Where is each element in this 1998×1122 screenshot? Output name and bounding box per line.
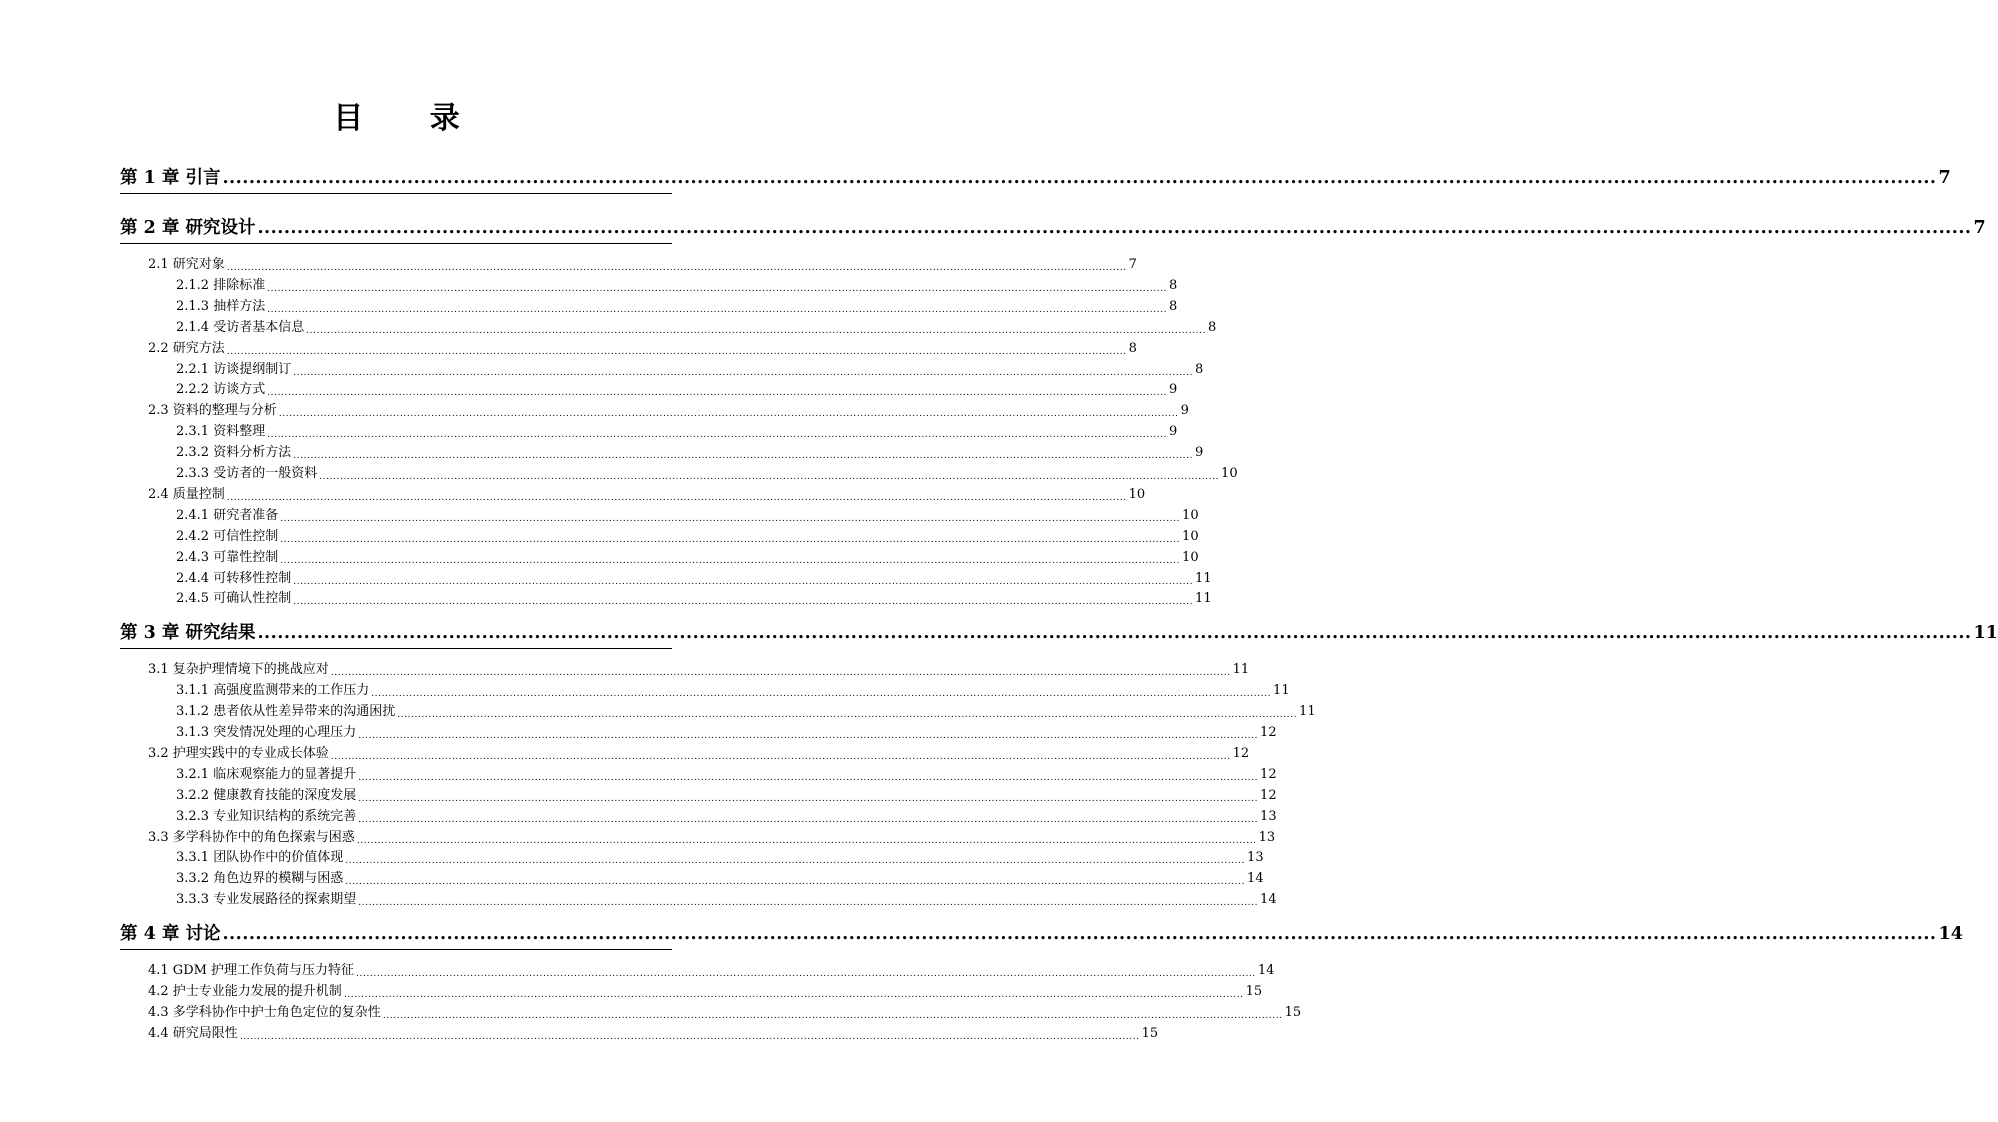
toc-entry[interactable] bbox=[176, 380, 1178, 400]
toc-entry-page: 9 bbox=[1169, 424, 1178, 440]
toc-entry[interactable] bbox=[176, 506, 1199, 526]
toc-entry-page: 11 bbox=[1973, 623, 1998, 644]
toc-entry[interactable] bbox=[176, 443, 1204, 463]
toc-entry-title: 4.1 GDM 护理工作负荷与压力特征 bbox=[148, 963, 355, 979]
toc-entry-title: 第 4 章 讨论 bbox=[120, 924, 221, 945]
toc-entry-title: 2.2.2 访谈方式 bbox=[176, 382, 266, 398]
toc-entry-title: 3.1.2 患者依从性差异带来的沟通困扰 bbox=[176, 704, 396, 720]
toc-entry-title: 3.2 护理实践中的专业成长体验 bbox=[148, 745, 329, 761]
toc-entry[interactable] bbox=[148, 828, 1276, 848]
toc-entry-page: 9 bbox=[1169, 382, 1178, 398]
toc-entry[interactable] bbox=[148, 485, 1146, 505]
dot-leader: .................................................................................................................................................................................................................................................................... bbox=[226, 492, 1127, 503]
toc-entry[interactable] bbox=[176, 276, 1178, 296]
toc-entry-page: 9 bbox=[1180, 403, 1189, 419]
toc-entry-page: 7 bbox=[1128, 257, 1137, 272]
toc-entry[interactable] bbox=[176, 723, 1277, 743]
toc-entry[interactable] bbox=[176, 702, 1316, 722]
toc-entry-title: 3.1.3 突发情况处理的心理压力 bbox=[176, 725, 357, 740]
toc-entry-title: 第 2 章 研究设计 bbox=[120, 218, 256, 238]
toc-entry[interactable] bbox=[176, 848, 1264, 868]
toc-entry-title: 3.3.1 团队协作中的价值体现 bbox=[176, 850, 344, 866]
toc-entry-page: 11 bbox=[1195, 570, 1212, 586]
toc-entry-title: 2.4.3 可靠性控制 bbox=[176, 549, 279, 565]
dot-leader: .................................................................................................................................................................................................................................................................... bbox=[397, 710, 1298, 721]
toc-entry[interactable] bbox=[148, 961, 1275, 981]
dot-leader: .................................................................................................................................................................................................................................................................... bbox=[257, 218, 1972, 238]
toc-chapter[interactable] bbox=[120, 215, 1986, 241]
dot-leader: .................................................................................................................................................................................................................................................................... bbox=[356, 835, 1257, 846]
toc-entry-title: 2.4.2 可信性控制 bbox=[176, 528, 279, 544]
toc-entry-title: 4.4 研究局限性 bbox=[148, 1025, 238, 1041]
toc-entry[interactable] bbox=[176, 869, 1264, 889]
dot-leader: .................................................................................................................................................................................................................................................................... bbox=[278, 409, 1179, 420]
toc-chapter[interactable] bbox=[120, 620, 1998, 646]
toc-entry-page: 8 bbox=[1195, 361, 1204, 377]
toc-entry[interactable] bbox=[176, 297, 1178, 317]
dot-leader: .................................................................................................................................................................................................................................................................... bbox=[293, 597, 1194, 608]
dot-leader: .................................................................................................................................................................................................................................................................... bbox=[226, 346, 1127, 357]
dot-leader: .................................................................................................................................................................................................................................................................... bbox=[356, 969, 1256, 980]
toc-entry-page: 12 bbox=[1232, 745, 1250, 761]
toc-entry-page: 11 bbox=[1195, 591, 1212, 607]
toc-entry-page: 11 bbox=[1273, 683, 1290, 699]
toc-chapter[interactable] bbox=[120, 165, 1951, 191]
dot-leader: .................................................................................................................................................................................................................................................................... bbox=[280, 513, 1181, 524]
toc-entry[interactable] bbox=[148, 660, 1250, 680]
toc-entry-title: 2.4.1 研究者准备 bbox=[176, 507, 279, 523]
toc-entry-page: 13 bbox=[1258, 829, 1276, 845]
dot-leader: .................................................................................................................................................................................................................................................................... bbox=[267, 283, 1168, 294]
toc-entry[interactable] bbox=[148, 1024, 1159, 1044]
toc-entry-title: 3.2.3 专业知识结构的系统完善 bbox=[176, 808, 357, 824]
toc-entry-title: 2.3 资料的整理与分析 bbox=[148, 403, 277, 419]
toc-entry-title: 2.3.1 资料整理 bbox=[176, 424, 266, 440]
dot-leader: .................................................................................................................................................................................................................................................................... bbox=[343, 990, 1244, 1000]
toc-entry-title: 2.2.1 访谈提纲制订 bbox=[176, 361, 292, 377]
toc-entry-title: 2.1.2 排除标准 bbox=[176, 277, 266, 293]
dot-leader: .................................................................................................................................................................................................................................................................... bbox=[267, 388, 1168, 399]
dot-leader: .................................................................................................................................................................................................................................................................... bbox=[280, 534, 1181, 545]
toc-entry-title: 2.1 研究对象 bbox=[148, 257, 225, 272]
dot-leader: .................................................................................................................................................................................................................................................................... bbox=[358, 793, 1259, 804]
toc-entry[interactable] bbox=[148, 401, 1189, 421]
toc-entry-title: 第 3 章 研究结果 bbox=[120, 623, 256, 644]
toc-entry[interactable] bbox=[176, 527, 1199, 547]
toc-entry-page: 8 bbox=[1208, 319, 1217, 335]
dot-leader: .................................................................................................................................................................................................................................................................... bbox=[239, 1031, 1140, 1042]
toc-entry-page: 10 bbox=[1182, 507, 1199, 523]
chapter-rule bbox=[120, 648, 672, 649]
toc-entry[interactable] bbox=[148, 982, 1263, 1002]
toc-entry[interactable] bbox=[176, 807, 1277, 827]
dot-leader: .................................................................................................................................................................................................................................................................... bbox=[345, 877, 1246, 888]
toc-entry[interactable] bbox=[176, 890, 1277, 910]
dot-leader: .................................................................................................................................................................................................................................................................... bbox=[293, 451, 1194, 462]
dot-leader: .................................................................................................................................................................................................................................................................... bbox=[267, 304, 1168, 315]
toc-entry[interactable] bbox=[176, 569, 1212, 589]
dot-leader: .................................................................................................................................................................................................................................................................... bbox=[358, 772, 1259, 783]
toc-entry-page: 10 bbox=[1221, 466, 1238, 481]
dot-leader: .................................................................................................................................................................................................................................................................... bbox=[293, 367, 1194, 378]
toc-entry-page: 14 bbox=[1260, 892, 1277, 908]
toc-entry-page: 9 bbox=[1195, 445, 1204, 461]
dot-leader: .................................................................................................................................................................................................................................................................... bbox=[257, 623, 1972, 644]
toc-entry-page: 12 bbox=[1260, 766, 1277, 782]
toc-entry-page: 12 bbox=[1260, 787, 1277, 803]
toc-entry[interactable] bbox=[176, 786, 1277, 806]
toc-entry-title: 2.3.3 受访者的一般资料 bbox=[176, 466, 318, 481]
toc-entry-title: 3.2.1 临床观察能力的显著提升 bbox=[176, 766, 357, 782]
toc-entry-page: 14 bbox=[1247, 871, 1264, 887]
toc-entry-title: 3.3.2 角色边界的模糊与困惑 bbox=[176, 871, 344, 887]
dot-leader: .................................................................................................................................................................................................................................................................... bbox=[280, 555, 1181, 566]
toc-entry-title: 4.2 护士专业能力发展的提升机制 bbox=[148, 984, 342, 999]
chapter-rule bbox=[120, 193, 672, 194]
dot-leader: .................................................................................................................................................................................................................................................................... bbox=[267, 430, 1168, 441]
toc-entry[interactable] bbox=[148, 255, 1137, 275]
dot-leader: .................................................................................................................................................................................................................................................................... bbox=[358, 898, 1259, 909]
dot-leader: .................................................................................................................................................................................................................................................................... bbox=[306, 325, 1207, 336]
toc-entry[interactable] bbox=[176, 422, 1178, 442]
toc-entry-page: 11 bbox=[1232, 662, 1250, 678]
chapter-rule bbox=[120, 243, 672, 244]
toc-entry-title: 2.4 质量控制 bbox=[148, 486, 225, 502]
toc-entry-title: 2.2 研究方法 bbox=[148, 340, 225, 356]
toc-entry-title: 2.1.3 抽样方法 bbox=[176, 298, 266, 314]
toc-entry-title: 2.4.4 可转移性控制 bbox=[176, 570, 292, 586]
toc-entry-title: 2.4.5 可确认性控制 bbox=[176, 591, 292, 607]
toc-entry-page: 14 bbox=[1938, 924, 1963, 945]
toc-entry-title: 第 1 章 引言 bbox=[120, 168, 221, 188]
dot-leader: .................................................................................................................................................................................................................................................................... bbox=[222, 924, 1937, 945]
toc-entry-title: 3.2.2 健康教育技能的深度发展 bbox=[176, 787, 357, 803]
toc-entry-title: 3.1 复杂护理情境下的挑战应对 bbox=[148, 662, 329, 678]
toc-entry-page: 15 bbox=[1284, 1004, 1302, 1020]
toc-entry[interactable] bbox=[176, 360, 1204, 380]
toc-entry-page: 13 bbox=[1260, 808, 1277, 824]
toc-entry-title: 3.3 多学科协作中的角色探索与困惑 bbox=[148, 829, 355, 845]
toc-entry-title: 2.3.2 资料分析方法 bbox=[176, 445, 292, 461]
toc-entry-page: 15 bbox=[1245, 984, 1263, 999]
toc-entry-page: 7 bbox=[1973, 218, 1986, 238]
toc-entry[interactable] bbox=[176, 464, 1238, 484]
dot-leader: .................................................................................................................................................................................................................................................................... bbox=[319, 472, 1220, 482]
toc-entry[interactable] bbox=[176, 765, 1277, 785]
dot-leader: .................................................................................................................................................................................................................................................................... bbox=[382, 1010, 1283, 1021]
dot-leader: .................................................................................................................................................................................................................................................................... bbox=[222, 168, 1937, 188]
toc-entry-page: 12 bbox=[1260, 725, 1277, 740]
toc-entry-page: 7 bbox=[1938, 168, 1951, 188]
toc-entry-title: 3.1.1 高强度监测带来的工作压力 bbox=[176, 683, 370, 699]
toc-entry-page: 8 bbox=[1128, 340, 1137, 356]
toc-entry-page: 10 bbox=[1182, 528, 1199, 544]
toc-entry-title: 4.3 多学科协作中护士角色定位的复杂性 bbox=[148, 1004, 381, 1020]
toc-entry[interactable] bbox=[176, 681, 1290, 701]
toc-entry-page: 13 bbox=[1247, 850, 1264, 866]
toc-entry[interactable] bbox=[148, 339, 1137, 359]
dot-leader: .................................................................................................................................................................................................................................................................... bbox=[371, 689, 1272, 700]
toc-entry[interactable] bbox=[148, 1003, 1302, 1023]
page-title: 目 录 bbox=[333, 101, 488, 136]
toc-entry-page: 11 bbox=[1299, 704, 1316, 720]
toc-entry[interactable] bbox=[176, 589, 1212, 609]
toc-entry-page: 15 bbox=[1141, 1025, 1159, 1041]
dot-leader: .................................................................................................................................................................................................................................................................... bbox=[330, 751, 1231, 762]
toc-entry-page: 14 bbox=[1257, 963, 1275, 979]
toc-entry-title: 2.1.4 受访者基本信息 bbox=[176, 319, 305, 335]
toc-entry-page: 10 bbox=[1128, 486, 1146, 502]
toc-entry-page: 8 bbox=[1169, 298, 1178, 314]
dot-leader: .................................................................................................................................................................................................................................................................... bbox=[226, 263, 1127, 273]
toc-entry[interactable] bbox=[148, 744, 1250, 764]
toc-entry-page: 10 bbox=[1182, 549, 1199, 565]
toc-entry-page: 8 bbox=[1169, 277, 1178, 293]
toc-entry[interactable] bbox=[176, 318, 1217, 338]
toc-entry[interactable] bbox=[176, 548, 1199, 568]
dot-leader: .................................................................................................................................................................................................................................................................... bbox=[293, 576, 1194, 587]
dot-leader: .................................................................................................................................................................................................................................................................... bbox=[358, 814, 1259, 825]
chapter-rule bbox=[120, 949, 672, 950]
toc-chapter[interactable] bbox=[120, 921, 1963, 947]
toc-entry-title: 3.3.3 专业发展路径的探索期望 bbox=[176, 892, 357, 908]
dot-leader: .................................................................................................................................................................................................................................................................... bbox=[358, 731, 1259, 741]
dot-leader: .................................................................................................................................................................................................................................................................... bbox=[345, 856, 1246, 867]
dot-leader: .................................................................................................................................................................................................................................................................... bbox=[330, 668, 1231, 679]
